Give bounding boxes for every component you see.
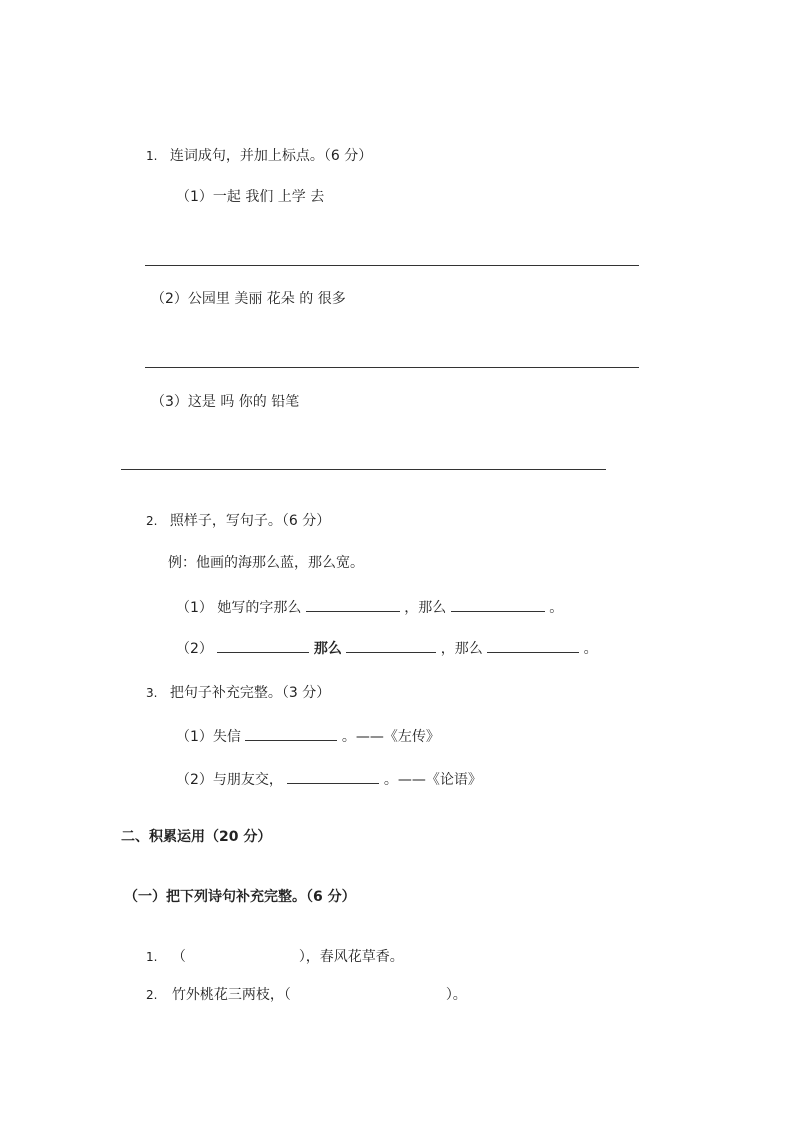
q3-item-2-label: （2）与朋友交， [176, 772, 283, 788]
section-2-title: 二、积累运用（20 分） [121, 829, 272, 845]
q2-item-2-blank-1[interactable] [217, 638, 309, 653]
q1-answer-line-3[interactable] [121, 469, 606, 470]
q3-item-1 [176, 726, 440, 746]
poem-1-open: （ [171, 949, 186, 965]
q1-item-2: （2）公园里 美丽 花朵 的 很多 [151, 291, 346, 307]
q1-item-1: （1）一起 我们 上学 去 [176, 189, 325, 205]
poem-1-number: 1. [146, 950, 158, 964]
q2-item-2 [176, 638, 598, 658]
q2-item-1-text-b: ，那么 [404, 600, 447, 616]
q3-item-2-suffix: 。——《论语》 [383, 772, 482, 788]
q3-heading [146, 684, 330, 702]
q2-heading [146, 512, 330, 530]
q2-item-2-text-a: 那么 [313, 641, 342, 657]
q1-title: 连词成句，并加上标点。（6 分） [169, 148, 373, 164]
poem-2-number: 2. [146, 988, 158, 1002]
q2-item-1-text-c: 。 [549, 600, 564, 616]
q2-item-1-text-a: 她写的字那么 [217, 600, 302, 616]
q2-item-2-text-c: 。 [583, 641, 598, 657]
q2-item-2-text-b: ，那么 [440, 641, 483, 657]
poem-1 [146, 948, 404, 966]
q3-item-2 [176, 769, 482, 789]
q1-item-3: （3）这是 吗 你的 铅笔 [151, 394, 300, 410]
q2-item-2-blank-3[interactable] [487, 638, 579, 653]
q1-answer-line-2[interactable] [145, 367, 639, 368]
poem-1-close: ），春风花草香。 [298, 949, 404, 965]
q1-answer-line-1[interactable] [145, 265, 639, 266]
q2-item-1-label: （1） [176, 600, 213, 616]
q2-item-1 [176, 597, 563, 617]
poem-2 [146, 986, 467, 1004]
q2-example: 例：他画的海那么蓝，那么宽。 [168, 555, 364, 571]
q3-number: 3. [146, 686, 158, 700]
q3-item-2-blank[interactable] [287, 769, 379, 784]
q1-heading [146, 147, 372, 165]
q2-item-1-blank-1[interactable] [306, 597, 400, 612]
q2-item-2-blank-2[interactable] [346, 638, 436, 653]
poem-2-close: ）。 [445, 987, 467, 1003]
q2-number: 2. [146, 514, 158, 528]
q3-title: 把句子补充完整。（3 分） [169, 685, 331, 701]
q2-item-1-blank-2[interactable] [451, 597, 545, 612]
q2-title: 照样子，写句子。（6 分） [169, 513, 331, 529]
q1-number: 1. [146, 149, 158, 163]
q3-item-1-label: （1）失信 [176, 729, 241, 745]
q2-item-2-label: （2） [176, 641, 213, 657]
poem-2-prefix: 竹外桃花三两枝，（ [171, 987, 291, 1003]
q3-item-1-suffix: 。——《左传》 [341, 729, 440, 745]
q3-item-1-blank[interactable] [245, 726, 337, 741]
section-2-subsection-1-title: （一）把下列诗句补充完整。（6 分） [124, 889, 356, 905]
